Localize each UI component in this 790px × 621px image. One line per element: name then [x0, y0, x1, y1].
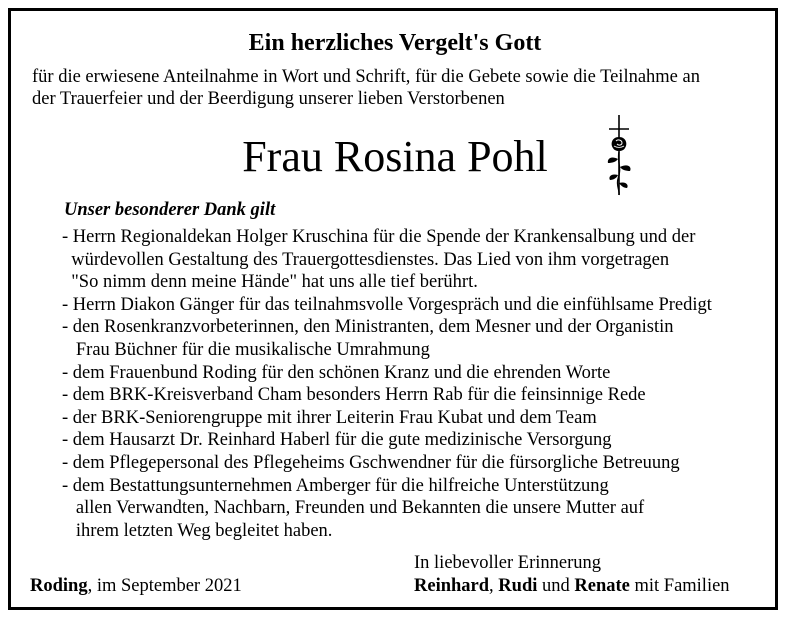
remembrance-text: In liebevoller Erinnerung	[414, 553, 601, 573]
thanks-line: allen Verwandten, Nachbarn, Freunden und Bekannten die unsere Mutter auf	[62, 498, 645, 519]
intro-line: für die erwiesene Anteilnahme in Wort und Schrift, für die Gebete sowie die Teilnahme an	[32, 67, 700, 87]
signer-name: Reinhard	[414, 576, 490, 596]
thanks-line: - den Rosenkranzvorbeterinnen, den Ministranten, dem Mesner und der Organistin	[62, 317, 674, 338]
place-name: Roding	[30, 576, 88, 596]
thanks-line: ihrem letzten Weg begleitet haben.	[62, 520, 333, 541]
notice-heading: Ein herzliches Vergelt's Gott	[248, 30, 542, 56]
thanks-line: - der BRK-Seniorengruppe mit ihrer Leiterin Frau Kubat und dem Team	[62, 407, 597, 428]
signer-separator: und	[537, 576, 575, 596]
thanks-line: - Herrn Diakon Gänger für das teilnahmsvolle Vorgespräch und die einfühlsame Predigt	[62, 294, 712, 315]
thanks-line: - dem Frauenbund Roding für den schönen Kranz und die ehrenden Worte	[62, 362, 611, 383]
signer-name: Rudi	[498, 576, 538, 596]
signer-name: Renate	[574, 576, 630, 596]
signers-suffix: mit Familien	[629, 576, 730, 596]
intro-line: der Trauerfeier und der Beerdigung unserer lieben Verstorbenen	[32, 89, 505, 109]
thanks-line: - dem BRK-Kreisverband Cham besonders Herrn Rab für die feinsinnige Rede	[62, 385, 646, 406]
cross-with-rose-icon	[598, 113, 640, 198]
signers	[414, 575, 730, 598]
thanks-line: - dem Pflegepersonal des Pflegeheims Gschwendner für die fürsorgliche Betreuung	[62, 452, 680, 473]
date-text: , im September 2021	[87, 576, 242, 596]
thanks-line: Frau Büchner für die musikalische Umrahmung	[62, 339, 430, 360]
signature-block	[414, 552, 730, 598]
signer-separator: ,	[489, 576, 499, 596]
thanks-line: - dem Hausarzt Dr. Reinhard Haberl für die gute medizinische Versorgung	[62, 430, 612, 451]
thanks-line: "So nimm denn meine Hände" hat uns alle tief berührt.	[62, 272, 478, 293]
thanks-list	[62, 226, 772, 542]
deceased-name: Frau Rosina Pohl	[242, 132, 548, 181]
thanks-line: würdevollen Gestaltung des Trauergottesdienstes. Das Lied von ihm vorgetragen	[62, 249, 670, 270]
thanks-heading: Unser besonderer Dank gilt	[64, 200, 276, 220]
thanks-line: - dem Bestattungsunternehmen Amberger für die hilfreiche Unterstützung	[62, 475, 609, 496]
place-date	[30, 575, 242, 597]
intro-text	[32, 66, 772, 110]
thanks-line: - Herrn Regionaldekan Holger Kruschina für die Spende der Krankensalbung und der	[62, 227, 696, 247]
